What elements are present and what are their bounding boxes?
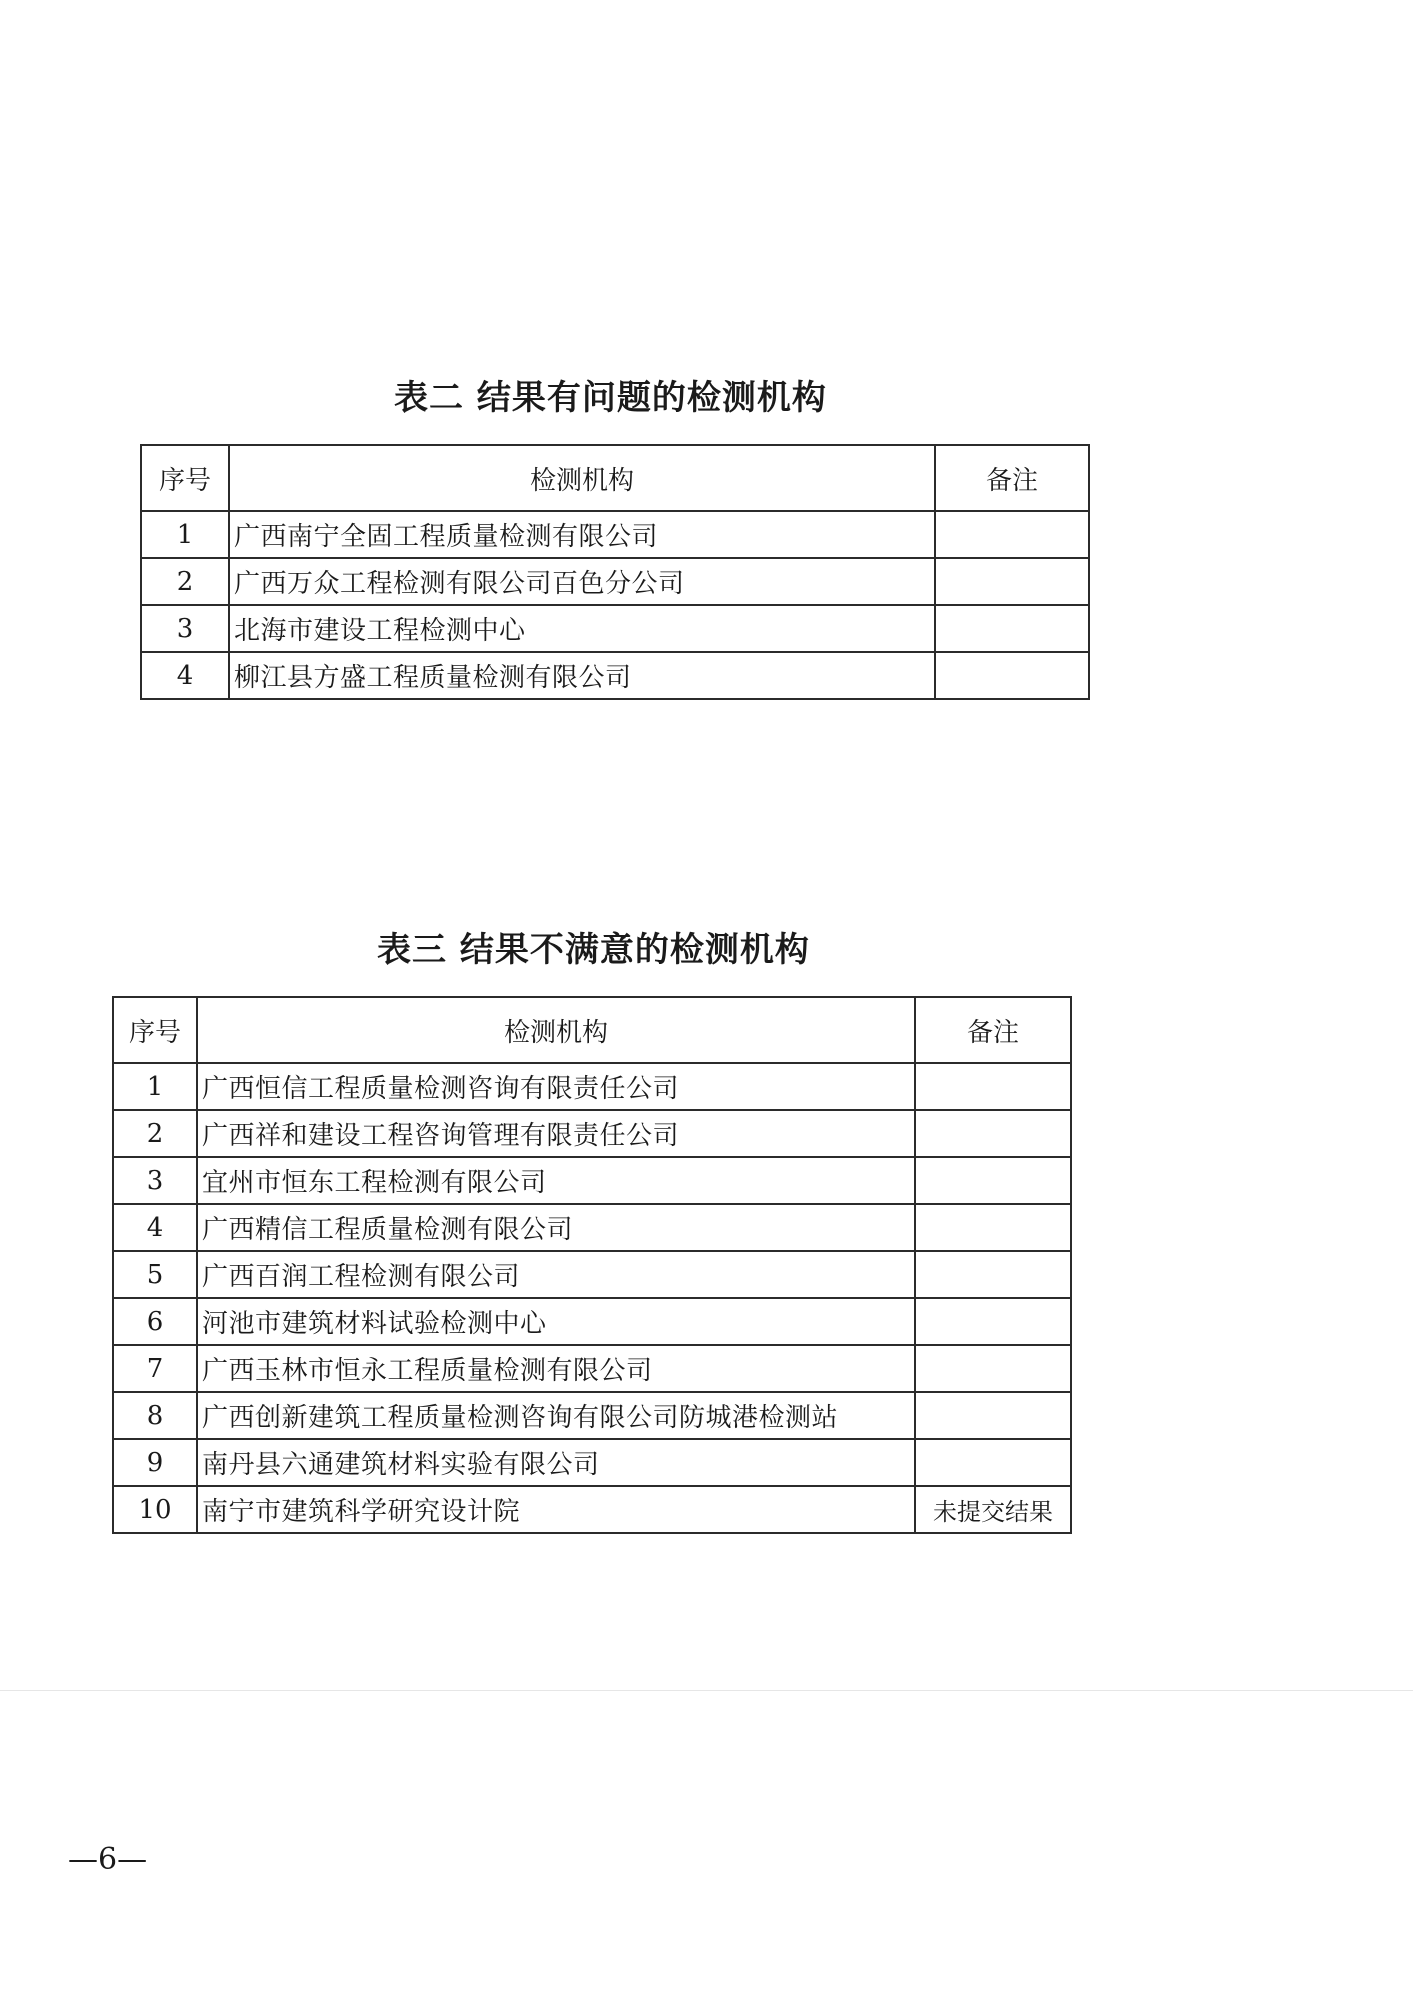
table-row [141,652,1089,699]
header-remarks: 备注 [915,997,1071,1063]
row-remark [935,652,1089,699]
row-institution-name: 广西百润工程检测有限公司 [197,1251,915,1298]
table-row [141,558,1089,605]
row-serial-number: 3 [141,605,229,652]
row-serial-number: 1 [113,1063,197,1110]
row-remark: 未提交结果 [915,1486,1071,1533]
row-remark [915,1298,1071,1345]
row-institution-name: 河池市建筑材料试验检测中心 [197,1298,915,1345]
row-remark [915,1204,1071,1251]
table3-title: 表三 结果不满意的检测机构 [377,930,810,970]
table-row [113,1486,1071,1533]
table-row [113,1063,1071,1110]
header-institution: 检测机构 [229,445,935,511]
scan-divider [0,1690,1413,1691]
table-header-row [141,445,1089,511]
table-row [141,511,1089,558]
header-serial-number: 序号 [141,445,229,511]
header-serial-number: 序号 [113,997,197,1063]
row-serial-number: 1 [141,511,229,558]
row-serial-number: 4 [141,652,229,699]
table2-title: 表二 结果有问题的检测机构 [394,378,827,418]
row-serial-number: 3 [113,1157,197,1204]
row-remark [915,1392,1071,1439]
row-institution-name: 柳江县方盛工程质量检测有限公司 [229,652,935,699]
row-serial-number: 4 [113,1204,197,1251]
table-row [113,1157,1071,1204]
table-row [113,1392,1071,1439]
row-serial-number: 9 [113,1439,197,1486]
table-row [113,1298,1071,1345]
row-institution-name: 南丹县六通建筑材料实验有限公司 [197,1439,915,1486]
table-row [113,1204,1071,1251]
row-institution-name: 广西万众工程检测有限公司百色分公司 [229,558,935,605]
row-institution-name: 北海市建设工程检测中心 [229,605,935,652]
row-serial-number: 7 [113,1345,197,1392]
table-row [113,1251,1071,1298]
header-remarks: 备注 [935,445,1089,511]
row-remark [935,605,1089,652]
row-remark [935,511,1089,558]
problem-institutions-table [140,444,1090,700]
table-row [141,605,1089,652]
table-header-row [113,997,1071,1063]
row-institution-name: 南宁市建筑科学研究设计院 [197,1486,915,1533]
row-serial-number: 5 [113,1251,197,1298]
table-row [113,1439,1071,1486]
header-institution: 检测机构 [197,997,915,1063]
row-serial-number: 2 [141,558,229,605]
row-remark [915,1063,1071,1110]
row-remark [915,1439,1071,1486]
row-remark [915,1345,1071,1392]
unsatisfactory-institutions-table [112,996,1072,1534]
row-institution-name: 广西祥和建设工程咨询管理有限责任公司 [197,1110,915,1157]
page-number: —6— [68,1842,148,1877]
row-remark [935,558,1089,605]
row-serial-number: 2 [113,1110,197,1157]
row-institution-name: 广西创新建筑工程质量检测咨询有限公司防城港检测站 [197,1392,915,1439]
row-institution-name: 广西南宁全固工程质量检测有限公司 [229,511,935,558]
row-institution-name: 宜州市恒东工程检测有限公司 [197,1157,915,1204]
row-remark [915,1157,1071,1204]
row-institution-name: 广西精信工程质量检测有限公司 [197,1204,915,1251]
row-institution-name: 广西恒信工程质量检测咨询有限责任公司 [197,1063,915,1110]
table-row [113,1110,1071,1157]
table-row [113,1345,1071,1392]
row-serial-number: 10 [113,1486,197,1533]
row-remark [915,1251,1071,1298]
row-remark [915,1110,1071,1157]
row-institution-name: 广西玉林市恒永工程质量检测有限公司 [197,1345,915,1392]
row-serial-number: 8 [113,1392,197,1439]
row-serial-number: 6 [113,1298,197,1345]
